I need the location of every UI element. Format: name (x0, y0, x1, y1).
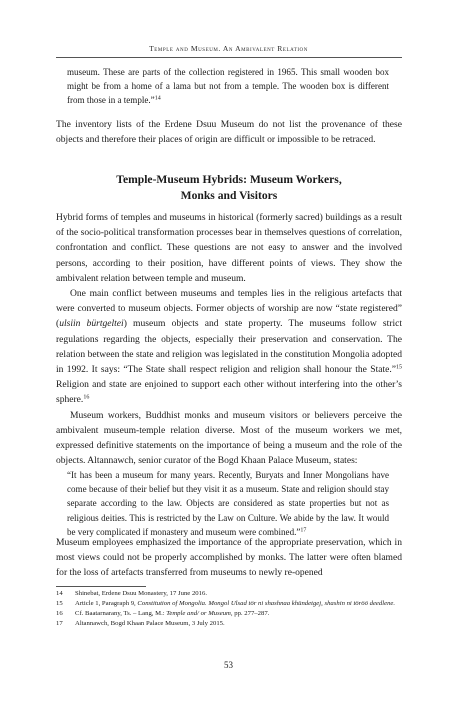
running-header: Temple and Museum. An Ambivalent Relation (149, 44, 308, 53)
footnote-16: 16 Cf. Baatarnarany, Ts. – Lang, M.: Temple and/ or Museum, pp. 277–287. (56, 610, 270, 618)
section-heading-line-1: Temple-Museum Hybrids: Museum Workers, (116, 173, 342, 186)
section-heading-line-2: Monks and Visitors (180, 188, 278, 202)
paragraph-conflict: One main conflict between museums and temples lies in the religious artefacts that were converted to museum objects. Former objects of worship are now “state registered” (ulsiin bürtgeltei) museum objects and state property. The museums follow strict regulations regarding the objects, especially their preservation and conservation. The relation between the state and religion was legislated in the constitution Mongolia adopted in 1992. It says: “The State shall respect religion and religion shall honour the State.”$^{15}$ Religion and state are enjoined to support each other without interfering into the other’s sphere.$^{16}$ (56, 288, 402, 406)
footnote-number: 17 (56, 620, 63, 628)
footnote-ref-16: 16 (83, 394, 90, 401)
footnote-rule (56, 586, 146, 587)
footnote-17: 17 Altannawch, Bogd Khaan Palace Museum, 3 July 2015. (56, 620, 225, 628)
paragraph-employees: Museum employees emphasized the importance of the appropriate preservation, which in most views could not be properly accomplished by monks. The latter were often blamed for the loss of artefacts transferred from museums to newly re-opened (56, 537, 402, 579)
page-number: 53 (224, 660, 233, 670)
footnote-number: 16 (56, 610, 63, 618)
paragraph-inventory (56, 117, 402, 147)
footnote-15: 15 Article 1, Paragraph 9, Constitution of Mongolia. Mongol Ulsad tör ni shashnaa khündetgej, shashin ni töröö deedlene. (56, 600, 396, 608)
header-rule (56, 57, 402, 58)
footnote-number: 14 (56, 590, 63, 597)
block-quote-continued (67, 65, 389, 108)
footnote-14: 14 Shinebat, Erdene Dsuu Monastery, 17 June 2016. (56, 590, 207, 597)
footnote-ref-17: 17 (300, 527, 307, 534)
quote-text: “It has been a museum for many years. Recently, Buryats and Inner Mongolians have come because of their belief but they visit it as a museum. State and religion should stay separate according to the law. Objects are considered as state properties but not as religious deities. This is restricted by the Law on Culture. We abide by the law. It would be very complicated if monastery and museum were combined.” (67, 470, 389, 537)
paragraph-text: The inventory lists of the Erdene Dsuu Museum do not list the provenance of these objects and therefore their places of origin are difficult or impossible to be retraced. (56, 119, 402, 146)
quote-text: museum. These are parts of the collection registered in 1965. This small wooden box might be from a home of a lama but not from a temple. The wooden box is different from those in a temple.” (67, 67, 389, 106)
block-quote-altannawch (67, 468, 389, 539)
section-heading (56, 172, 402, 203)
footnotes (56, 589, 402, 629)
italic-term: ulsiin bürtgeltei (59, 318, 124, 330)
paragraph-employees-block (56, 535, 402, 581)
footnote-number: 15 (56, 600, 63, 608)
paragraph-workers: Museum workers, Buddhist monks and museum visitors or believers perceive the ambivalent museum-temple relation diverse. Most of the museum workers we met, expressed definitive statements on the importance of being a museum and the role of the objects. Altannawch, senior curator of the Bogd Khaan Palace Museum, states: (56, 409, 402, 467)
body-text (56, 210, 402, 468)
footnote-ref-15: 15 (396, 364, 402, 371)
footnote-ref-14: 14 (154, 95, 161, 102)
paragraph-hybrid: Hybrid forms of temples and museums in historical (formerly sacred) buildings as a result of the socio-political transformation processes bear in themselves questions of correlation, confrontation and conflict. These questions are not easy to answer and the involved persons, according to their position, have different points of views. They show the ambivalent relation between temple and museum. (56, 212, 402, 284)
